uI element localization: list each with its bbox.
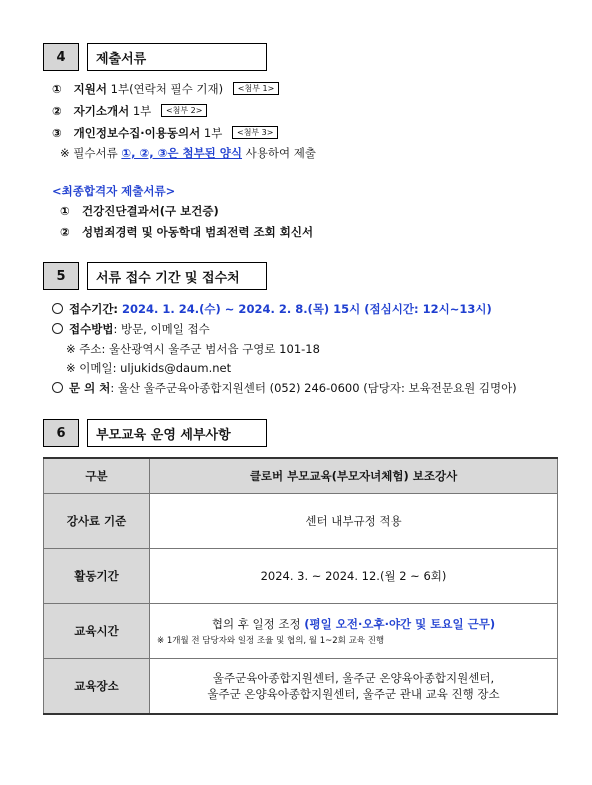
doc-item-1 [52, 81, 279, 97]
schedule-text: 협의 후 일정 조정 [211, 617, 305, 631]
attachment-tag: <첨부 1> [233, 82, 280, 95]
item-mark: ③ [52, 126, 62, 140]
section-title: 제출서류 [87, 43, 267, 71]
details-table [43, 457, 558, 715]
doc-item-2 [52, 103, 207, 119]
venue-line-1: 울주군육아종합지원센터, 울주군 온양육아종합지원센터, [212, 670, 495, 685]
table-row [44, 659, 558, 714]
row-label: 교육시간 [44, 604, 150, 659]
table-header-cell: 구분 [44, 458, 150, 494]
table-row [44, 494, 558, 549]
method-line [52, 321, 210, 337]
section-5-header [43, 262, 267, 290]
row-label: 교육장소 [44, 659, 150, 714]
item-text: 건강진단결과서(구 보건증) [82, 204, 219, 218]
item-rest: 1부(연락처 필수 기재) [106, 82, 224, 96]
section-number: 6 [43, 419, 79, 447]
row-label: 활동기간 [44, 549, 150, 604]
item-name: 개인정보수집·이용동의서 [73, 126, 201, 140]
item-mark: ① [60, 204, 70, 218]
address-line: ※ 주소: 울산광역시 울주군 범서읍 구영로 101-18 [66, 342, 320, 356]
final-doc-2 [60, 224, 313, 240]
contact-line [52, 380, 517, 396]
section-number: 5 [43, 262, 79, 290]
period-label: 접수기간: [69, 302, 123, 316]
contact-label: 문 의 처 [69, 381, 111, 395]
row-value: 2024. 3. ~ 2024. 12.(월 2 ~ 6회) [150, 549, 558, 604]
row-value [150, 659, 558, 714]
attachment-tag: <첨부 3> [232, 126, 279, 139]
circle-bullet-icon [52, 303, 63, 314]
note-suffix: 사용하여 제출 [242, 146, 316, 160]
table-row [44, 549, 558, 604]
final-docs-title: <최종합격자 제출서류> [52, 184, 176, 198]
email-line: ※ 이메일: uljukids@daum.net [66, 361, 232, 375]
period-line [52, 301, 492, 317]
venue-line-2: 울주군 온양육아종합지원센터, 울주군 관내 교육 진행 장소 [207, 686, 500, 701]
doc-item-3 [52, 125, 278, 141]
item-text: 성범죄경력 및 아동학대 범죄전력 조회 회신서 [82, 225, 314, 239]
note-highlight: ①, ②, ③은 첨부된 양식 [121, 146, 243, 160]
section-title: 부모교육 운영 세부사항 [87, 419, 267, 447]
item-mark: ② [52, 104, 62, 118]
final-doc-1 [60, 203, 219, 219]
circle-bullet-icon [52, 323, 63, 334]
row-value: 센터 내부규정 적용 [150, 494, 558, 549]
schedule-note: ※ 1개월 전 담당자와 일정 조율 및 협의, 월 1~2회 교육 진행 [157, 636, 385, 646]
contact-value: : 울산 울주군육아종합지원센터 (052) 246-0600 (담당자: 보육전문요원 김명아) [110, 381, 517, 395]
section-6-header [43, 419, 267, 447]
section-title: 서류 접수 기간 및 접수처 [87, 262, 267, 290]
table-row [44, 604, 558, 659]
method-value: : 방문, 이메일 접수 [113, 322, 210, 336]
note-prefix: ※ 필수서류 [60, 146, 122, 160]
method-label: 접수방법 [69, 322, 114, 336]
item-rest: 1부 [200, 126, 223, 140]
row-label: 강사료 기준 [44, 494, 150, 549]
item-name: 지원서 [73, 82, 107, 96]
section-4-header [43, 43, 267, 71]
row-value [150, 604, 558, 659]
table-header-cell: 클로버 부모교육(부모자녀체험) 보조강사 [150, 458, 558, 494]
circle-bullet-icon [52, 382, 63, 393]
schedule-highlight: (평일 오전·오후·야간 및 토요일 근무) [304, 617, 496, 631]
section-number: 4 [43, 43, 79, 71]
item-name: 자기소개서 [73, 104, 130, 118]
item-mark: ② [60, 225, 70, 239]
item-mark: ① [52, 82, 62, 96]
period-value: 2024. 1. 24.(수) ~ 2024. 2. 8.(목) 15시 (점심시간: 12시~13시) [122, 302, 492, 316]
table-header-row [44, 458, 558, 494]
item-rest: 1부 [129, 104, 152, 118]
attachment-tag: <첨부 2> [161, 104, 208, 117]
required-docs-note [60, 145, 316, 161]
